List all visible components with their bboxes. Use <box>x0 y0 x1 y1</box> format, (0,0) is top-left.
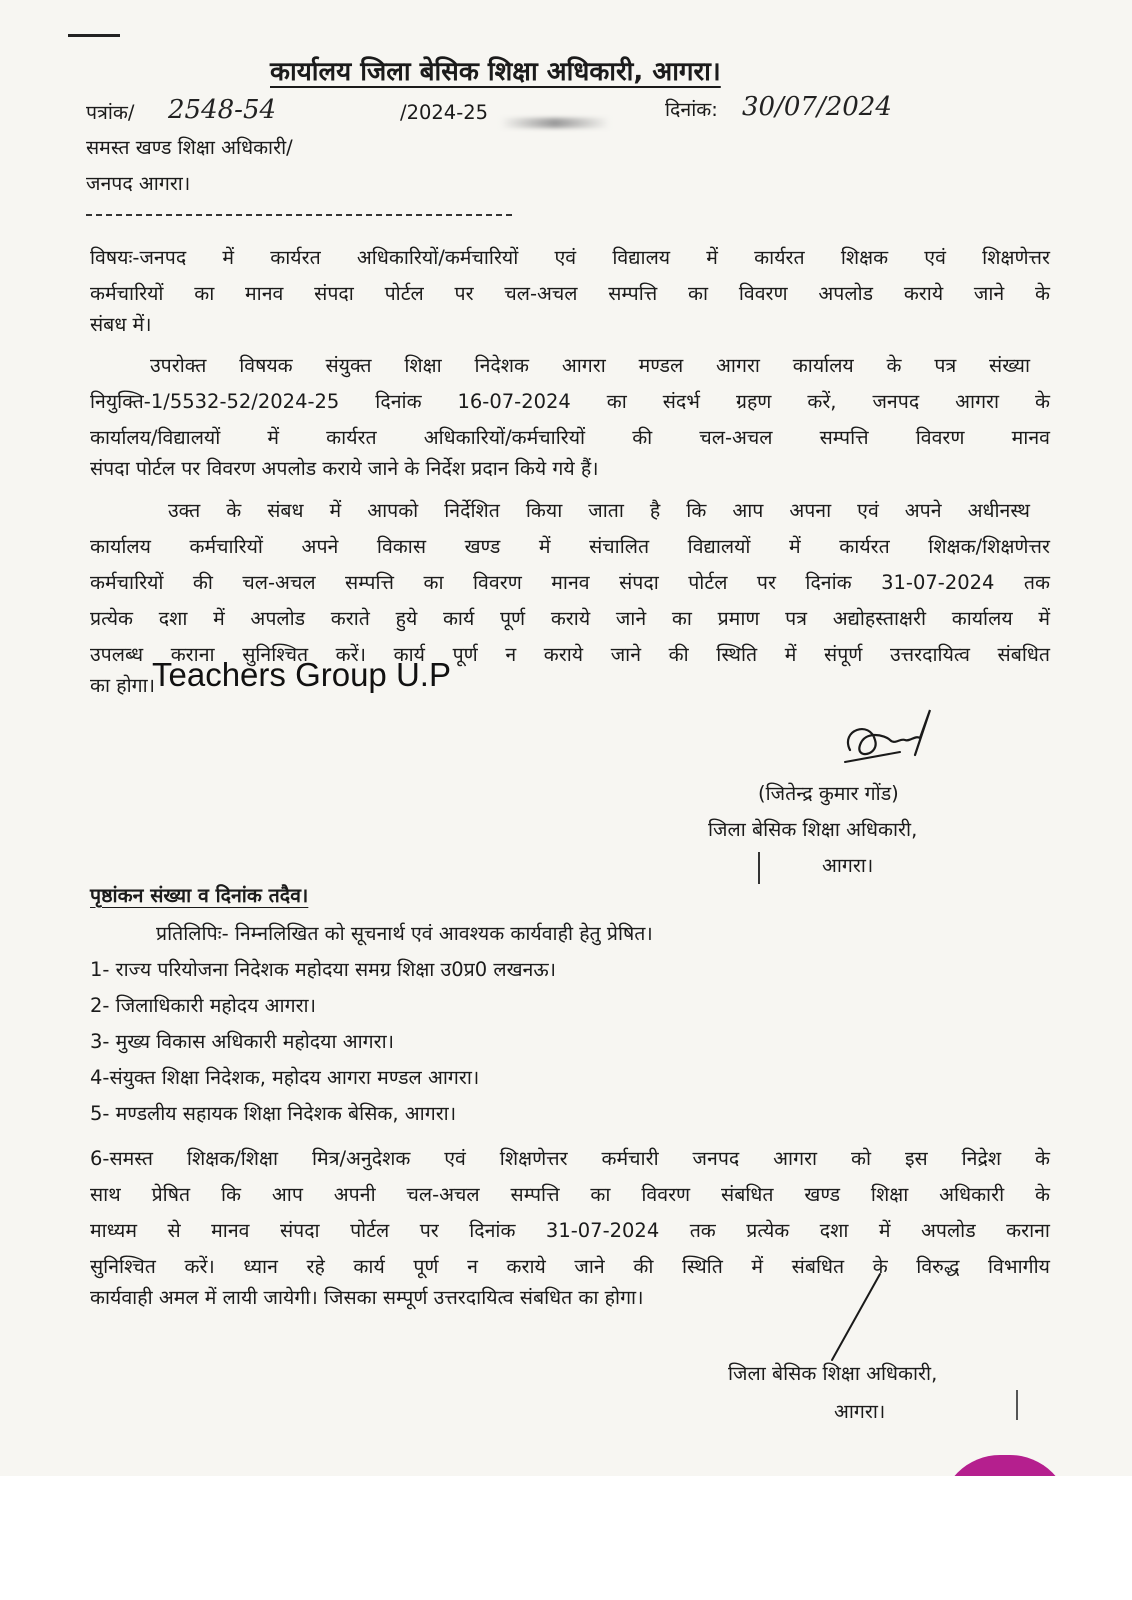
footer-designation: जिला बेसिक शिक्षा अधिकारी, <box>728 1362 938 1385</box>
copy-item-6-line-2: साथ प्रेषित कि आप अपनी चल-अचल सम्पत्ति का विवरण संबधित खण्ड शिक्षा अधिकारी के <box>90 1183 1050 1206</box>
copy-item-3: 3- मुख्य विकास अधिकारी महोदया आगरा। <box>90 1030 395 1053</box>
page-blank-bottom <box>0 1476 1132 1600</box>
patrank-number: 2548-54 <box>168 95 277 125</box>
copy-item-6-line-5: कार्यवाही अमल में लायी जायेगी। जिसका सम्पूर्ण उत्तरदायित्व संबधित का होगा। <box>90 1286 644 1309</box>
copy-item-4: 4-संयुक्त शिक्षा निदेशक, महोदय आगरा मण्डल आगरा। <box>90 1066 480 1089</box>
patrank-label: पत्रांक/ <box>86 101 135 124</box>
para1-line-2: नियुक्ति-1/5532-52/2024-25 दिनांक 16-07-2024 का संदर्भ ग्रहण करें, जनपद आगरा के <box>90 390 1050 413</box>
top-rule <box>68 34 120 37</box>
office-heading: कार्यालय जिला बेसिक शिक्षा अधिकारी, आगरा। <box>270 57 721 87</box>
watermark-text: Teachers Group U.P <box>152 656 451 693</box>
copy-item-6-line-4: सुनिश्चित करें। ध्यान रहे कार्य पूर्ण न कराये जाने की स्थिति में संबधित के विरुद्ध विभागीय <box>90 1255 1050 1278</box>
signatory-place: आगरा। <box>822 854 874 877</box>
para2-line-6: का होगा। <box>90 674 156 697</box>
subject-line-2: कर्मचारियों का मानव संपदा पोर्टल पर चल-अचल सम्पत्ति का विवरण अपलोड कराये जाने के <box>90 282 1050 305</box>
para1-line-3: कार्यालय/विद्यालयों में कार्यरत अधिकारियों/कर्मचारियों की चल-अचल सम्पत्ति विवरण मानव <box>90 426 1050 449</box>
para2-line-3: कर्मचारियों की चल-अचल सम्पत्ति का विवरण मानव संपदा पोर्टल पर दिनांक 31-07-2024 तक <box>90 571 1050 594</box>
pen-stroke <box>818 1268 888 1368</box>
copy-item-2: 2- जिलाधिकारी महोदय आगरा। <box>90 994 316 1017</box>
copy-item-1: 1- राज्य परियोजना निदेशक महोदया समग्र शिक्षा उ0प्र0 लखनऊ। <box>90 958 557 981</box>
copy-item-6-line-3: माध्यम से मानव संपदा पोर्टल पर दिनांक 31-07-2024 तक प्रत्येक दशा में अपलोड कराना <box>90 1219 1050 1242</box>
para2-line-2: कार्यालय कर्मचारियों अपने विकास खण्ड में संचालित विद्यालयों में कार्यरत शिक्षक/शिक्षणेत्तर <box>90 535 1050 558</box>
signature-mark <box>830 700 950 780</box>
para2-line-1: उक्त के संबध में आपको निर्देशित किया जाता है कि आप अपना एवं अपने अधीनस्थ <box>168 499 1030 522</box>
endorsement-heading: पृष्ठांकन संख्या व दिनांक तदैव। <box>90 884 309 907</box>
para2-line-4: प्रत्येक दशा में अपलोड कराते हुये कार्य पूर्ण कराये जाने का प्रमाण पत्र अद्योहस्ताक्षरी कार्यालय में <box>90 607 1050 630</box>
dinank-value: 30/07/2024 <box>742 92 892 122</box>
patrank-year: /2024-25 <box>400 101 489 124</box>
para2-line-5: उपलब्ध कराना सुनिश्चित करें। कार्य पूर्ण न कराये जाने की स्थिति में संपूर्ण उत्तरदायित्व संबधित <box>90 643 1050 666</box>
signatory-designation: जिला बेसिक शिक्षा अधिकारी, <box>708 818 918 841</box>
margin-mark <box>758 852 760 884</box>
copy-item-5: 5- मण्डलीय सहायक शिक्षा निदेशक बेसिक, आगरा। <box>90 1102 457 1125</box>
para1-line-1: उपरोक्त विषयक संयुक्त शिक्षा निदेशक आगरा मण्डल आगरा कार्यालय के पत्र संख्या <box>150 354 1030 377</box>
addressee-line-1: समस्त खण्ड शिक्षा अधिकारी/ <box>86 136 293 159</box>
footer-place: आगरा। <box>834 1400 886 1423</box>
copy-item-6-line-1: 6-समस्त शिक्षक/शिक्षा मित्र/अनुदेशक एवं शिक्षणेत्तर कर्मचारी जनपद आगरा को इस निद्रेश के <box>90 1147 1050 1170</box>
right-edge-mark <box>1016 1390 1018 1420</box>
subject-line-3: संबध में। <box>90 313 152 336</box>
copy-intro: प्रतिलिपिः- निम्नलिखित को सूचनार्थ एवं आवश्यक कार्यवाही हेतु प्रेषित। <box>156 922 653 945</box>
addressee-line-2: जनपद आगरा। <box>86 172 191 195</box>
redaction-smudge <box>500 118 610 128</box>
signatory-name: (जितेन्द्र कुमार गोंड) <box>758 782 899 805</box>
dinank-label: दिनांक: <box>665 98 718 121</box>
para1-line-4: संपदा पोर्टल पर विवरण अपलोड कराये जाने के निर्देश प्रदान किये गये हैं। <box>90 457 599 480</box>
subject-line-1: विषयः-जनपद में कार्यरत अधिकारियों/कर्मचारियों एवं विद्यालय में कार्यरत शिक्षक एवं शिक्षणेत्तर <box>90 246 1050 269</box>
dashed-separator <box>86 214 512 216</box>
